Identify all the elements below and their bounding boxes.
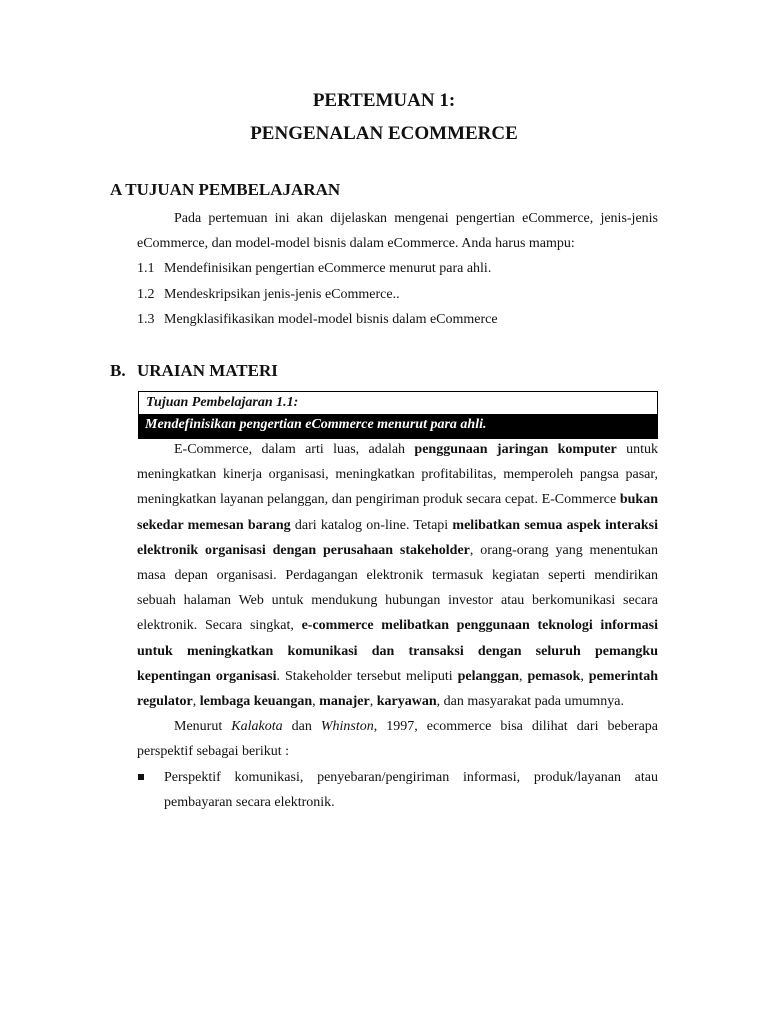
- para-bold: pemasok: [527, 668, 581, 684]
- objective-number: 1.1: [137, 261, 155, 277]
- para-bold: melibatkan semua aspek interaksi elektronik organisasi dengan perusahaan stakeholder: [137, 517, 659, 558]
- objective-text: Mendefinisikan pengertian eCommerce menurut para ahli.: [164, 261, 492, 277]
- objective-item-2: [137, 282, 658, 307]
- para-text: E-Commerce, dalam arti luas, adalah: [174, 442, 415, 457]
- section-b-body: [137, 437, 658, 815]
- section-a-heading: A TUJUAN PEMBELAJARAN: [110, 180, 341, 199]
- para-text: Menurut: [174, 719, 232, 735]
- section-a-intro: Pada pertemuan ini akan dijelaskan mengenai pengertian eCommerce, jenis-jenis eCommerce, dan model-model bisnis dalam eCommerce. Anda harus mampu:: [137, 211, 658, 252]
- para-bold: manajer: [319, 694, 370, 710]
- para-text: dari katalog on-line. Tetapi: [290, 517, 453, 533]
- section-a-body: [137, 206, 658, 332]
- para-text: , dan masyarakat pada umumnya.: [436, 694, 624, 710]
- para-italic: Whinston: [320, 719, 374, 735]
- objective-item-1: [137, 256, 658, 281]
- para-text: , orang-orang yang menentukan masa depan organisasi. Perdagangan elektronik termasuk kegiatan seperti mendirikan sebuah halaman Web untuk mendukung hubungan investor atau berkomunikasi secara elektronik. Secara singkat,: [137, 542, 658, 634]
- para-text: ,: [369, 694, 377, 710]
- para-text: . Stakeholder tersebut meliputi: [276, 668, 458, 684]
- objective-text: Mengklasifikasikan model-model bisnis dalam eCommerce: [164, 311, 498, 327]
- objective-number: 1.3: [137, 311, 155, 327]
- document-title-line-2: PENGENALAN ECOMMERCE: [250, 123, 518, 144]
- para-bold: pelanggan: [457, 668, 520, 684]
- objective-text: Mendeskripsikan jenis-jenis eCommerce..: [164, 286, 400, 302]
- section-b-number: B.: [110, 361, 126, 380]
- section-b-title: URAIAN MATERI: [137, 361, 278, 380]
- learning-goal-label-box: Tujuan Pembelajaran 1.1:: [138, 391, 658, 415]
- para-text: untuk meningkatkan kinerja organisasi, meningkatkan profitabilitas, memperoleh pangsa pasar, meningkatkan layanan pelanggan, dan pengiriman produk secara cepat. E-Commerce: [137, 442, 658, 508]
- para-text: dan: [282, 719, 321, 735]
- para-bold: e-commerce melibatkan penggunaan teknologi informasi untuk meningkatkan komunikasi dan transaksi dengan seluruh pemangku kepentingan organisasi: [137, 618, 658, 684]
- para-text: ,: [519, 668, 528, 684]
- perspective-intro-paragraph: [137, 714, 658, 764]
- objective-number: 1.2: [137, 286, 155, 302]
- para-bold: bukan sekedar memesan barang: [137, 492, 658, 533]
- para-text: ,: [192, 694, 200, 710]
- learning-goal-highlight-box: Mendefinisikan pengertian eCommerce menurut para ahli.: [138, 414, 658, 439]
- para-text: ,: [580, 668, 589, 684]
- document-title-line-1: PERTEMUAN 1:: [312, 90, 456, 111]
- square-bullet-icon: [138, 774, 144, 780]
- para-italic: Kalakota: [231, 719, 283, 735]
- para-bold: penggunaan jaringan komputer: [414, 442, 617, 457]
- ecommerce-definition-paragraph: [137, 437, 658, 714]
- perspective-bullet-item: [137, 765, 658, 815]
- para-text: ,: [312, 694, 320, 710]
- para-bold: karyawan: [376, 694, 437, 710]
- bullet-text: Perspektif komunikasi, penyebaran/pengiriman informasi, produk/layanan atau pembayaran secara elektronik.: [164, 769, 658, 810]
- objective-item-3: [137, 307, 658, 332]
- para-bold: pemerintah regulator: [137, 668, 658, 710]
- para-text: , 1997, ecommerce bisa dilihat dari beberapa perspektif sebagai berikut :: [137, 719, 659, 760]
- section-b-heading: [110, 361, 278, 381]
- para-bold: lembaga keuangan: [199, 694, 313, 710]
